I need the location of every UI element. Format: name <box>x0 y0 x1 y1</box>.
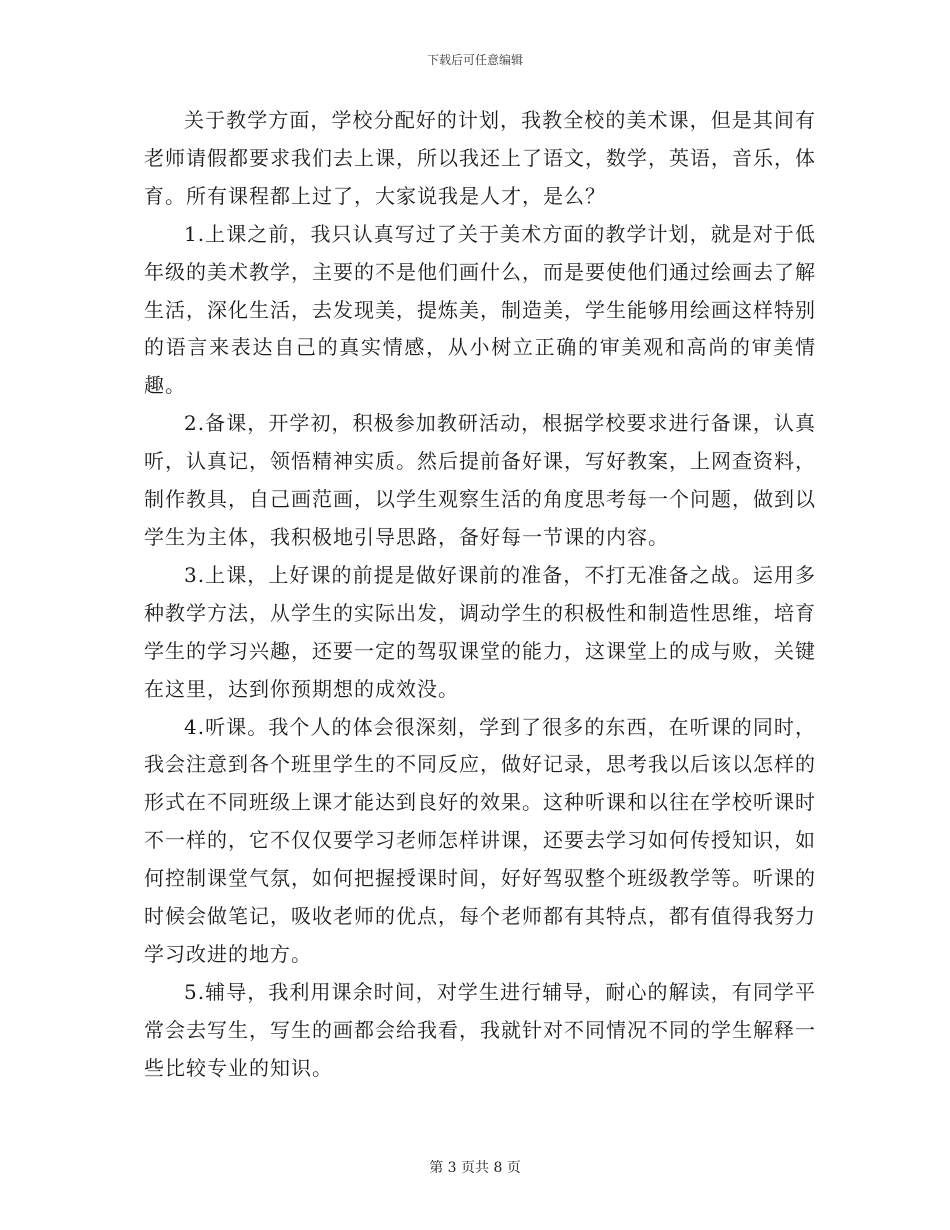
page-header-note: 下载后可任意编辑 <box>426 53 523 67</box>
page-number-footer: 第 3 页共 8 页 <box>429 1160 521 1176</box>
paragraph-item-2: 2.备课，开学初，积极参加教研活动，根据学校要求进行备课，认真听，认真记，领悟精神实质。然后提前备好课，写好教案，上网查资料，制作教具，自己画范画，以学生观察生活的角度思考每一个问题，做到以学生为主体，我积极地引导思路，备好每一节课的内容。 <box>144 411 816 549</box>
paragraph-item-1: 1.上课之前，我只认真写过了关于美术方面的教学计划，就是对于低年级的美术教学，主要的不是他们画什么，而是要使他们通过绘画去了解生活，深化生活，去发现美，提炼美，制造美，学生能够用绘画这样特别的语言来表达自己的真实情感，从小树立正确的审美观和高尚的审美情趣。 <box>144 221 816 398</box>
paragraph-item-4: 4.听课。我个人的体会很深刻，学到了很多的东西，在听课的同时，我会注意到各个班里学生的不同反应，做好记录，思考我以后该以怎样的形式在不同班级上课才能达到良好的效果。这种听课和以往在学校听课时不一样的，它不仅仅要学习老师怎样讲课，还要去学习如何传授知识，如何控制课堂气氛，如何把握授课时间，好好驾驭整个班级教学等。听课的时候会做笔记，吸收老师的优点，每个老师都有其特点，都有值得我努力学习改进的地方。 <box>144 714 816 966</box>
paragraph-item-3: 3.上课，上好课的前提是做好课前的准备，不打无准备之战。运用多种教学方法，从学生的实际出发，调动学生的积极性和制造性思维，培育学生的学习兴趣，还要一定的驾驭课堂的能力，这课堂上的成与败，关键在这里，达到你预期想的成效没。 <box>144 562 816 701</box>
document-body <box>144 102 816 1088</box>
paragraph-item-5: 5.辅导，我利用课余时间，对学生进行辅导，耐心的解读，有同学平常会去写生，写生的画都会给我看，我就针对不同情况不同的学生解释一些比较专业的知识。 <box>144 979 816 1080</box>
paragraph-intro: 关于教学方面，学校分配好的计划，我教全校的美术课，但是其间有老师请假都要求我们去上课，所以我还上了语文，数学，英语，音乐，体育。所有课程都上过了，大家说我是人才，是么？ <box>144 108 816 208</box>
